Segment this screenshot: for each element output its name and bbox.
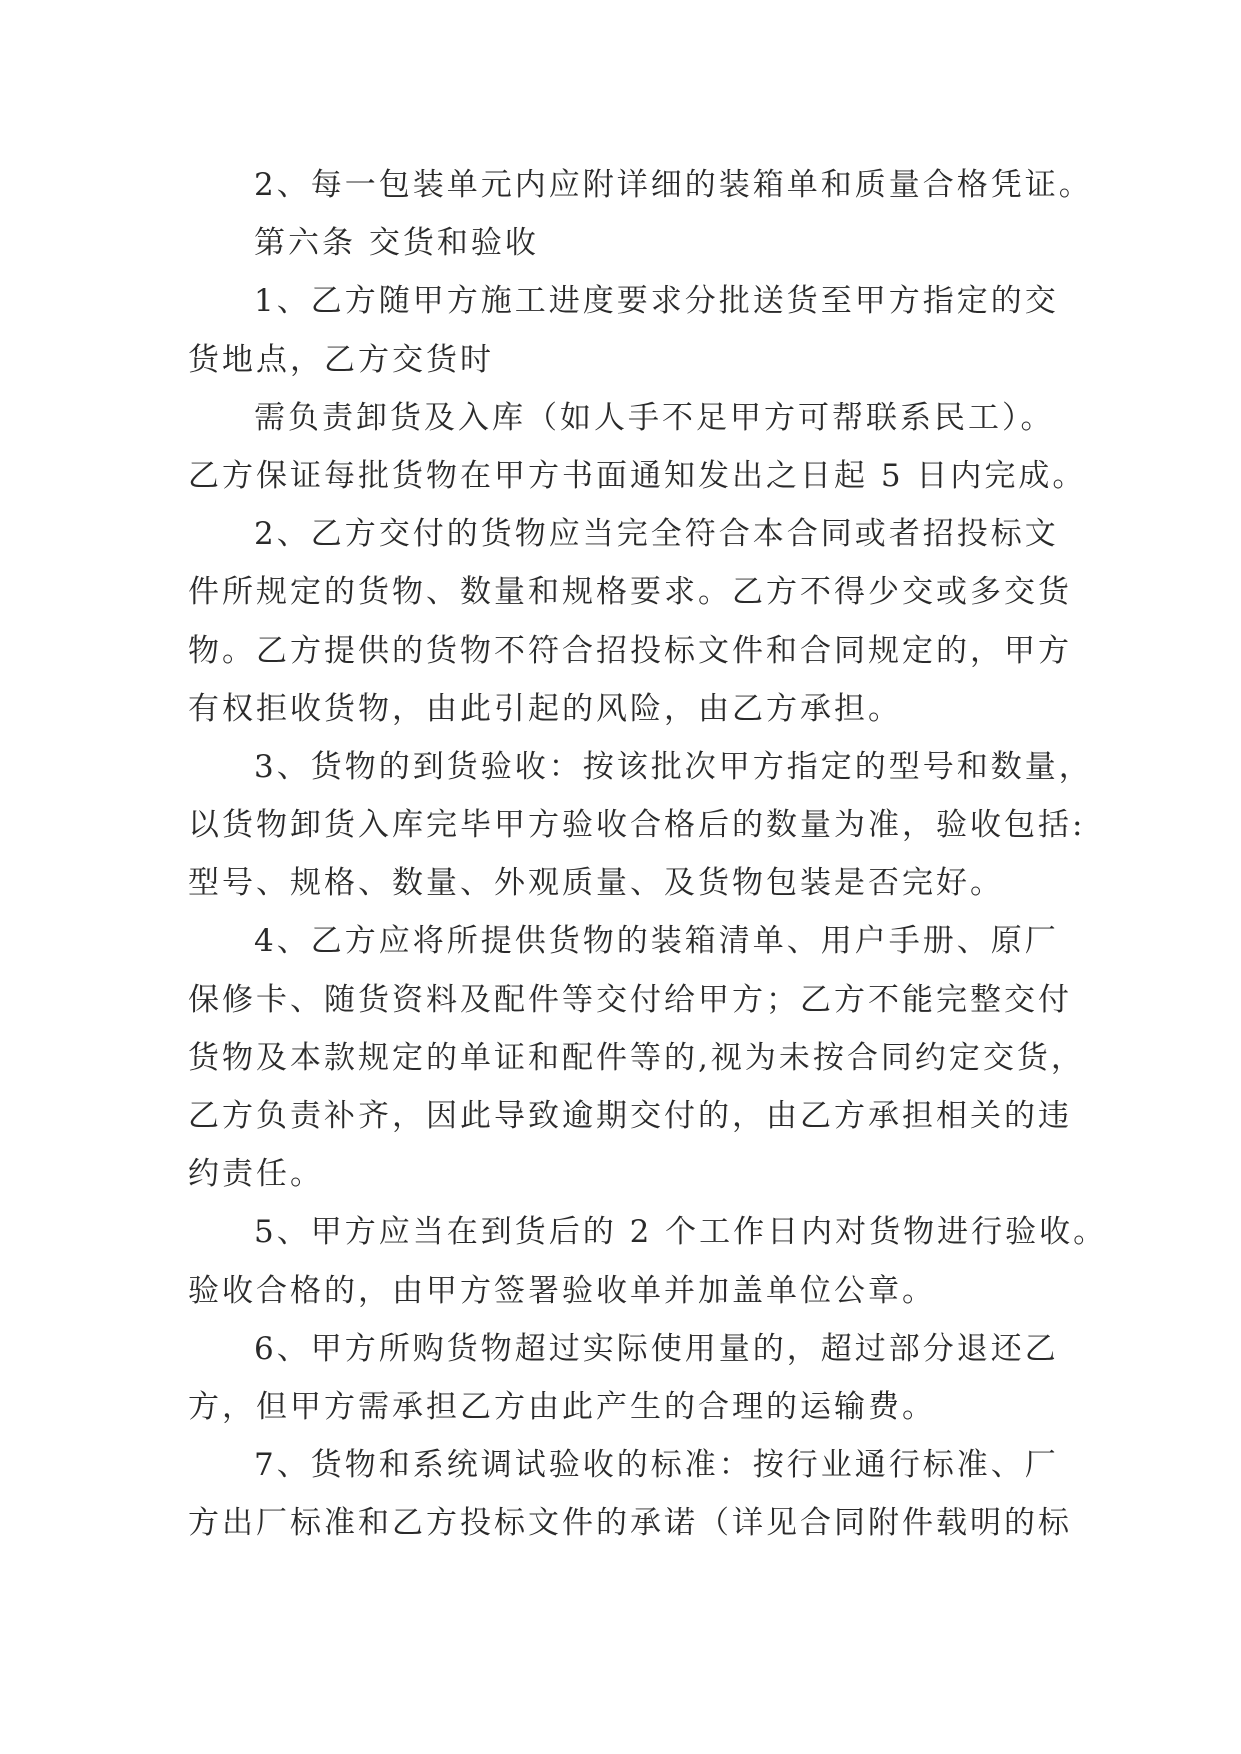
text-line: 乙方保证每批货物在甲方书面通知发出之日起 5 日内完成。 <box>188 457 1087 494</box>
text-line: 3、货物的到货验收：按该批次甲方指定的型号和数量， <box>254 748 1093 785</box>
text-line: 乙方负责补齐，因此导致逾期交付的，由乙方承担相关的违 <box>188 1098 1072 1134</box>
text-line: 6、甲方所购货物超过实际使用量的，超过部分退还乙 <box>254 1330 1059 1367</box>
text-line: 型号、规格、数量、外观质量、及货物包装是否完好。 <box>188 865 1004 902</box>
text-line: 约责任。 <box>188 1156 324 1193</box>
text-line: 7、货物和系统调试验收的标准：按行业通行标准、厂 <box>254 1447 1059 1484</box>
text-line: 以货物卸货入库完毕甲方验收合格后的数量为准，验收包括: <box>188 807 1086 844</box>
section-heading: 第六条 交货和验收 <box>254 225 539 262</box>
text-line: 方，但甲方需承担乙方由此产生的合理的运输费。 <box>188 1388 936 1425</box>
text-line: 件所规定的货物、数量和规格要求。乙方不得少交或多交货 <box>188 574 1072 611</box>
text-line: 保修卡、随货资料及配件等交付给甲方；乙方不能完整交付 <box>188 981 1072 1018</box>
text-line: 有权拒收货物，由此引起的风险，由乙方承担。 <box>188 690 902 727</box>
text-line: 2、乙方交付的货物应当完全符合本合同或者招投标文 <box>254 516 1059 553</box>
document-body <box>188 156 1108 1553</box>
text-line: 验收合格的，由甲方签署验收单并加盖单位公章。 <box>188 1272 936 1309</box>
text-line: 方出厂标准和乙方投标文件的承诺（详见合同附件载明的标 <box>188 1505 1072 1542</box>
text-line: 货地点，乙方交货时 <box>188 341 494 378</box>
text-line: 1、乙方随甲方施工进度要求分批送货至甲方指定的交 <box>254 283 1059 320</box>
text-line: 2、每一包装单元内应附详细的装箱单和质量合格凭证。 <box>254 167 1093 203</box>
text-line: 4、乙方应将所提供货物的装箱清单、用户手册、原厂 <box>254 923 1059 960</box>
text-line: 货物及本款规定的单证和配件等的,视为未按合同约定交货， <box>188 1039 1085 1076</box>
text-line: 5、甲方应当在到货后的 2 个工作日内对货物进行验收。 <box>254 1214 1108 1251</box>
text-line: 需负责卸货及入库（如人手不足甲方可帮联系民工）。 <box>254 399 1055 436</box>
text-line: 物。乙方提供的货物不符合招投标文件和合同规定的，甲方 <box>188 632 1072 669</box>
